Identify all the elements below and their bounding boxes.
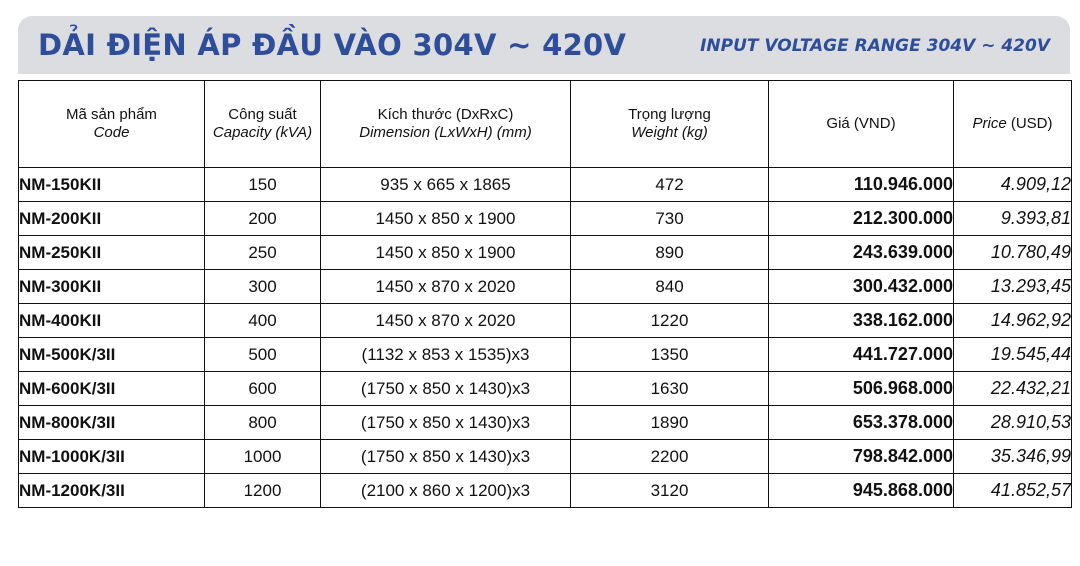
cell-capacity: 250 (205, 236, 321, 270)
cell-weight: 890 (571, 236, 769, 270)
cell-capacity: 800 (205, 406, 321, 440)
cell-code: NM-150KII (19, 168, 205, 202)
cell-code: NM-300KII (19, 270, 205, 304)
cell-price-usd: 14.962,92 (954, 304, 1072, 338)
cell-capacity: 600 (205, 372, 321, 406)
cell-weight: 730 (571, 202, 769, 236)
cell-weight: 472 (571, 168, 769, 202)
cell-code: NM-500K/3II (19, 338, 205, 372)
cell-dimension: 935 x 665 x 1865 (321, 168, 571, 202)
column-header-weight: Trọng lượng Weight (kg) (571, 81, 769, 168)
cell-price-vnd: 506.968.000 (769, 372, 954, 406)
cell-dimension: (1750 x 850 x 1430)x3 (321, 372, 571, 406)
cell-price-usd: 4.909,12 (954, 168, 1072, 202)
cell-weight: 1220 (571, 304, 769, 338)
cell-dimension: (2100 x 860 x 1200)x3 (321, 474, 571, 508)
cell-weight: 1890 (571, 406, 769, 440)
column-header-capacity: Công suất Capacity (kVA) (205, 81, 321, 168)
cell-price-vnd: 798.842.000 (769, 440, 954, 474)
cell-price-usd: 9.393,81 (954, 202, 1072, 236)
table-row (19, 236, 1072, 270)
table-row (19, 372, 1072, 406)
table-row (19, 406, 1072, 440)
cell-dimension: 1450 x 870 x 2020 (321, 304, 571, 338)
cell-price-usd: 13.293,45 (954, 270, 1072, 304)
cell-capacity: 1200 (205, 474, 321, 508)
cell-dimension: (1750 x 850 x 1430)x3 (321, 440, 571, 474)
cell-code: NM-600K/3II (19, 372, 205, 406)
cell-weight: 3120 (571, 474, 769, 508)
cell-price-vnd: 945.868.000 (769, 474, 954, 508)
cell-capacity: 150 (205, 168, 321, 202)
table-row (19, 202, 1072, 236)
column-header-price-vnd: Giá (VND) (769, 81, 954, 168)
cell-code: NM-1000K/3II (19, 440, 205, 474)
price-table (18, 80, 1072, 508)
column-header-dimension: Kích thước (DxRxC) Dimension (LxWxH) (mm) (321, 81, 571, 168)
cell-price-usd: 41.852,57 (954, 474, 1072, 508)
cell-price-vnd: 212.300.000 (769, 202, 954, 236)
cell-weight: 1350 (571, 338, 769, 372)
cell-capacity: 1000 (205, 440, 321, 474)
cell-weight: 2200 (571, 440, 769, 474)
table-header-row (19, 81, 1072, 168)
cell-capacity: 400 (205, 304, 321, 338)
cell-weight: 1630 (571, 372, 769, 406)
cell-dimension: 1450 x 850 x 1900 (321, 202, 571, 236)
cell-dimension: (1750 x 850 x 1430)x3 (321, 406, 571, 440)
page-subtitle: INPUT VOLTAGE RANGE 304V ~ 420V (700, 36, 1050, 56)
page-title: DẢI ĐIỆN ÁP ĐẦU VÀO 304V ~ 420V (38, 28, 627, 62)
cell-code: NM-250KII (19, 236, 205, 270)
cell-price-vnd: 300.432.000 (769, 270, 954, 304)
column-header-price-usd: Price (USD) (954, 81, 1072, 168)
cell-dimension: 1450 x 850 x 1900 (321, 236, 571, 270)
table-body (19, 168, 1072, 508)
table-row (19, 270, 1072, 304)
cell-code: NM-800K/3II (19, 406, 205, 440)
cell-price-vnd: 110.946.000 (769, 168, 954, 202)
cell-code: NM-200KII (19, 202, 205, 236)
cell-price-vnd: 338.162.000 (769, 304, 954, 338)
cell-code: NM-400KII (19, 304, 205, 338)
cell-price-vnd: 653.378.000 (769, 406, 954, 440)
table-row (19, 338, 1072, 372)
cell-dimension: 1450 x 870 x 2020 (321, 270, 571, 304)
cell-price-vnd: 243.639.000 (769, 236, 954, 270)
cell-price-vnd: 441.727.000 (769, 338, 954, 372)
cell-dimension: (1132 x 853 x 1535)x3 (321, 338, 571, 372)
cell-capacity: 300 (205, 270, 321, 304)
cell-price-usd: 22.432,21 (954, 372, 1072, 406)
table-row (19, 440, 1072, 474)
cell-price-usd: 28.910,53 (954, 406, 1072, 440)
cell-capacity: 200 (205, 202, 321, 236)
table-row (19, 168, 1072, 202)
cell-price-usd: 19.545,44 (954, 338, 1072, 372)
cell-capacity: 500 (205, 338, 321, 372)
cell-price-usd: 10.780,49 (954, 236, 1072, 270)
table-row (19, 304, 1072, 338)
table-row (19, 474, 1072, 508)
cell-weight: 840 (571, 270, 769, 304)
cell-code: NM-1200K/3II (19, 474, 205, 508)
column-header-code: Mã sản phẩm Code (19, 81, 205, 168)
cell-price-usd: 35.346,99 (954, 440, 1072, 474)
